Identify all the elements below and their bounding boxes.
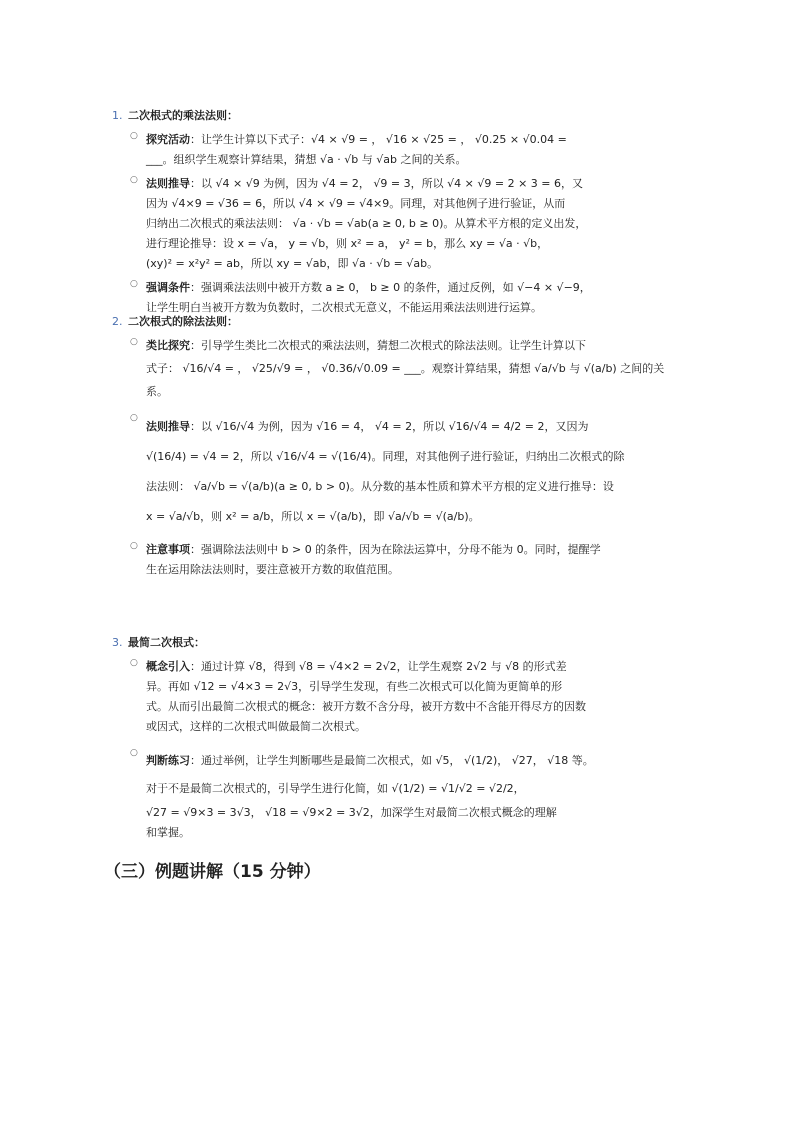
item-label: 注意事项 [146, 543, 190, 556]
item-line: ：引导学生类比二次根式的乘法法则，猜想二次根式的除法法则。让学生计算以下 [190, 339, 586, 352]
section-title-text: 二次根式的除法法则： [128, 315, 238, 328]
item-line: 异。再如 √12 = √4×3 = 2√3，引导学生发现，有些二次根式可以化简为更简单的形 [146, 680, 563, 693]
item-line: ：强调乘法法则中被开方数 a ≥ 0， b ≥ 0 的条件，通过反例，如 √−4 × √−9， [190, 281, 591, 294]
bullet-icon: ○ [130, 748, 138, 758]
item-line: 对于不是最简二次根式的，引导学生进行化简，如 √(1/2) = √1/√2 = √2/2， [146, 782, 525, 795]
section-simplest-radicals [112, 633, 652, 843]
bullet-icon: ○ [130, 175, 138, 185]
item-line: 生在运用除法法则时，要注意被开方数的取值范围。 [146, 563, 399, 576]
item-line: 系。 [146, 385, 168, 398]
section-title-text: 最简二次根式： [128, 636, 205, 649]
item-line: ：通过计算 √8，得到 √8 = √4×2 = 2√2，让学生观察 2√2 与 √8 的形式差 [190, 660, 567, 673]
item-line: ___。组织学生观察计算结果，猜想 √a · √b 与 √ab 之间的关系。 [146, 153, 467, 166]
list-item-concept [112, 657, 652, 737]
item-line: x = √a/√b，则 x² = a/b，所以 x = √(a/b)，即 √a/√b = √(a/b)。 [146, 510, 480, 523]
item-label: 探究活动 [146, 133, 190, 146]
item-line: 法法则： √a/√b = √(a/b)(a ≥ 0, b > 0)。从分数的基本性质和算术平方根的定义进行推导：设 [146, 480, 614, 493]
section-title [112, 312, 652, 332]
item-label: 类比探究 [146, 339, 190, 352]
item-line: 和掌握。 [146, 826, 190, 839]
item-line: 让学生明白当被开方数为负数时，二次根式无意义，不能运用乘法法则进行运算。 [146, 301, 542, 314]
item-line: 式子： √16/√4 = ， √25/√9 = ， √0.36/√0.09 = ___。观察计算结果，猜想 √a/√b 与 √(a/b) 之间的关 [146, 362, 665, 375]
list-item-exploration [112, 130, 652, 170]
section-title-text: 二次根式的乘法法则： [128, 109, 238, 122]
item-line: ：以 √16/√4 为例，因为 √16 = 4， √4 = 2，所以 √16/√4 = 4/2 = 2，又因为 [190, 420, 589, 433]
bullet-icon: ○ [130, 413, 138, 423]
bullet-icon: ○ [130, 541, 138, 551]
item-label: 法则推导 [146, 177, 190, 190]
bullet-icon: ○ [130, 279, 138, 289]
item-line: 因为 √4×9 = √36 = 6，所以 √4 × √9 = √4×9。同理，对其他例子进行验证，从而 [146, 197, 566, 210]
item-line: ：让学生计算以下式子：√4 × √9 = ， √16 × √25 = ， √0.25 × √0.04 = [190, 133, 567, 146]
item-line: √27 = √9×3 = 3√3， √18 = √9×2 = 3√2，加深学生对最简二次根式概念的理解 [146, 806, 557, 819]
item-line: (xy)² = x²y² = ab，所以 xy = √ab，即 √a · √b = √ab。 [146, 257, 439, 270]
item-line: ：强调除法法则中 b > 0 的条件，因为在除法运算中，分母不能为 0。同时，提醒学 [190, 543, 601, 556]
section-title [112, 106, 652, 126]
item-label: 强调条件 [146, 281, 190, 294]
section-division-rule [112, 312, 665, 580]
item-label: 法则推导 [146, 420, 190, 433]
list-item-derivation [112, 174, 652, 274]
bullet-icon: ○ [130, 337, 138, 347]
section-title [112, 633, 652, 653]
item-line: ：通过举例，让学生判断哪些是最简二次根式，如 √5， √(1/2)， √27， √18 等。 [190, 754, 594, 767]
item-line: 或因式，这样的二次根式叫做最简二次根式。 [146, 720, 366, 733]
section-number: 2. [112, 315, 123, 328]
list-item-analogy [112, 336, 665, 402]
section-multiplication-rule [112, 106, 652, 318]
item-line: ：以 √4 × √9 为例，因为 √4 = 2， √9 = 3，所以 √4 × √9 = 2 × 3 = 6，又 [190, 177, 583, 190]
heading-example-explanation: （三）例题讲解（15 分钟） [104, 862, 321, 882]
item-label: 判断练习 [146, 754, 190, 767]
section-number: 3. [112, 636, 123, 649]
item-label: 概念引入 [146, 660, 190, 673]
list-item-division-derivation [112, 412, 652, 532]
list-item-practice [112, 747, 652, 843]
item-line: √(16/4) = √4 = 2，所以 √16/√4 = √(16/4)。同理，对其他例子进行验证，归纳出二次根式的除 [146, 450, 625, 463]
bullet-icon: ○ [130, 658, 138, 668]
section-number: 1. [112, 109, 123, 122]
list-item-notes [112, 540, 652, 580]
item-line: 式。从而引出最简二次根式的概念：被开方数不含分母，被开方数中不含能开得尽方的因数 [146, 700, 586, 713]
item-line: 归纳出二次根式的乘法法则： √a · √b = √ab(a ≥ 0, b ≥ 0)。从算术平方根的定义出发， [146, 217, 587, 230]
item-line: 进行理论推导：设 x = √a， y = √b，则 x² = a， y² = b，那么 xy = √a · √b， [146, 237, 549, 250]
bullet-icon: ○ [130, 131, 138, 141]
